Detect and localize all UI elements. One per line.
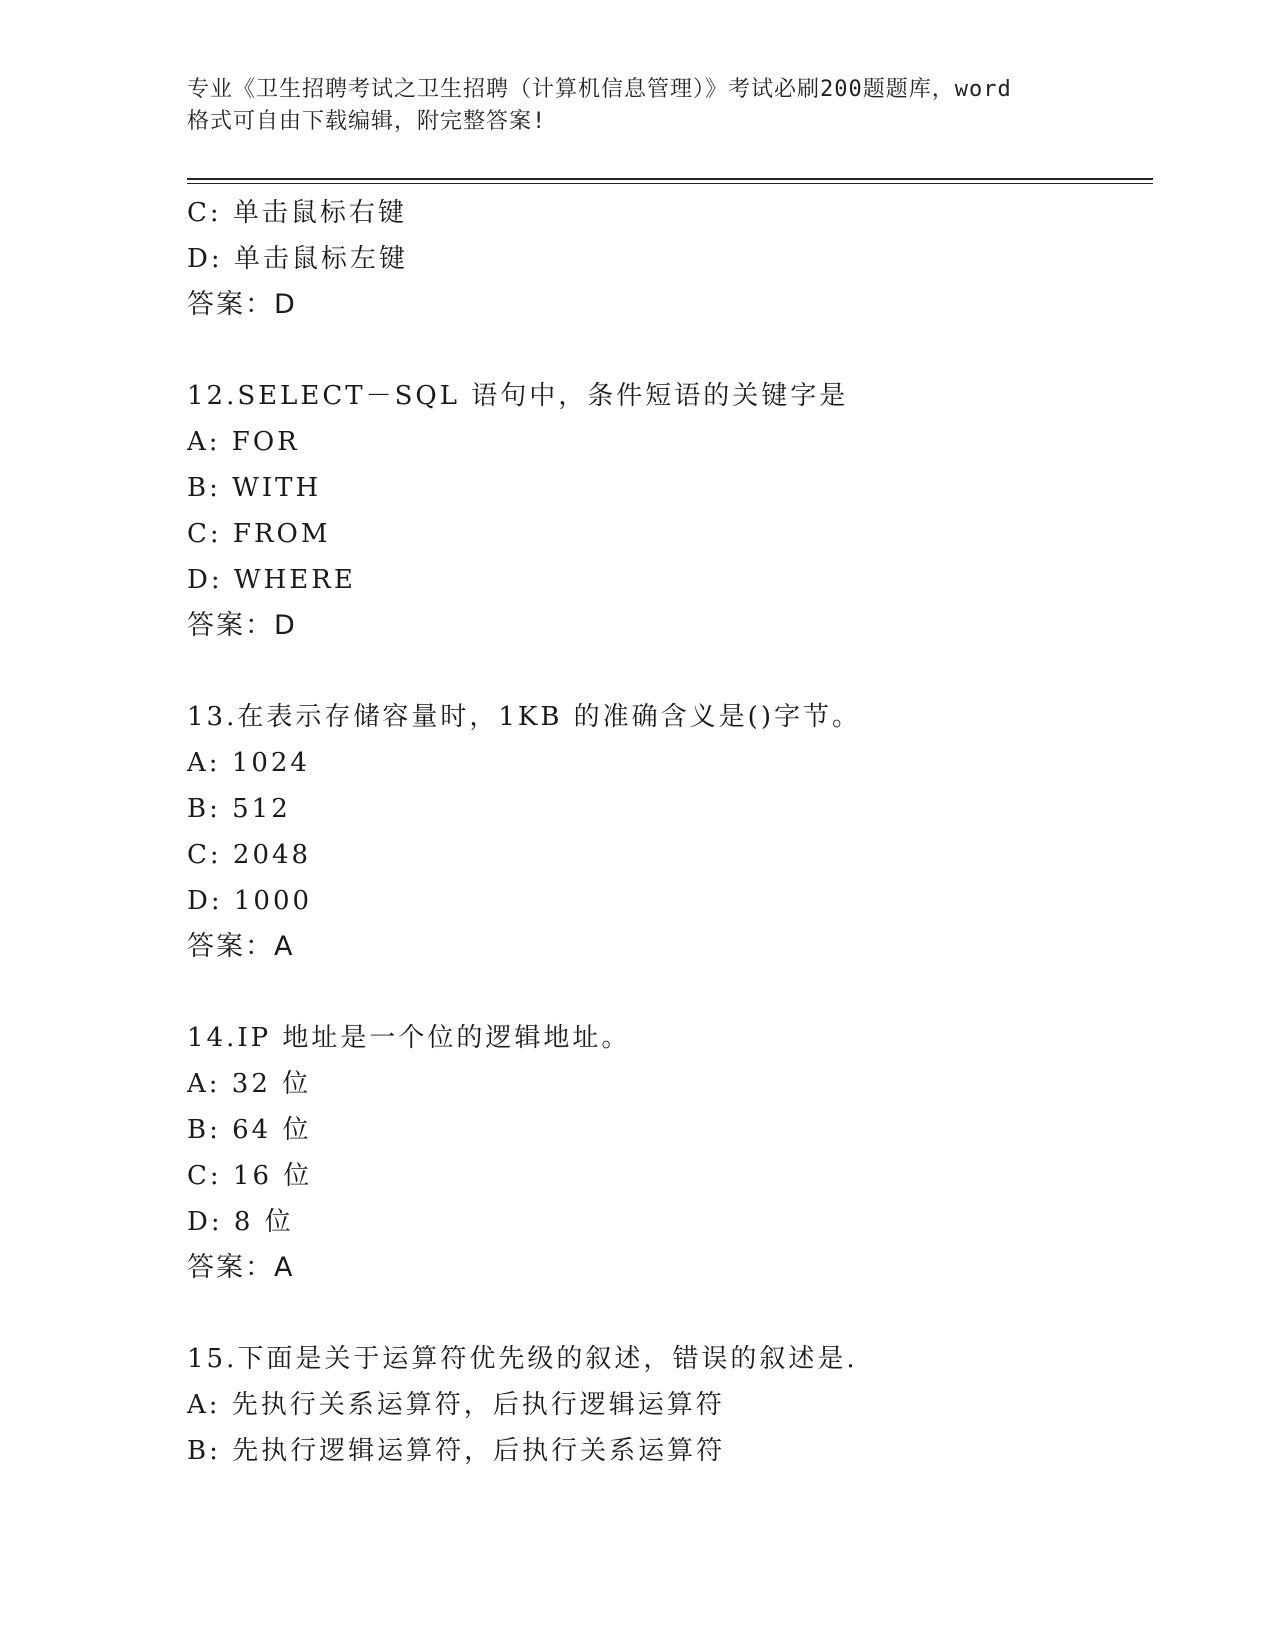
answer-line: 答案：A — [187, 931, 295, 962]
option-a: A: 1024 — [187, 748, 310, 778]
spacer — [187, 970, 1147, 1015]
question-block-11 — [187, 190, 1147, 328]
header-divider-thin — [187, 183, 1153, 184]
spacer — [187, 649, 1147, 694]
answer-line: 答案：A — [187, 1252, 295, 1283]
option-a: A: FOR — [187, 427, 300, 457]
option-c: C: 单击鼠标右键 — [187, 198, 407, 228]
option-d: D: 1000 — [187, 886, 313, 916]
option-d: D: 单击鼠标左键 — [187, 244, 408, 274]
question-list — [187, 190, 1147, 1474]
question-text: 15.下面是关于运算符优先级的叙述，错误的叙述是. — [187, 1344, 858, 1374]
option-b: B: 512 — [187, 794, 291, 824]
option-a: A: 先执行关系运算符，后执行逻辑运算符 — [187, 1390, 725, 1420]
option-d: D: WHERE — [187, 565, 356, 595]
option-d: D: 8 位 — [187, 1207, 294, 1237]
question-block-15 — [187, 1336, 1147, 1474]
answer-line: 答案：D — [187, 289, 297, 320]
spacer — [187, 328, 1147, 373]
option-c: C: FROM — [187, 519, 331, 549]
option-b: B: 64 位 — [187, 1115, 312, 1145]
document-header — [187, 74, 1087, 138]
header-divider-thick — [187, 178, 1153, 180]
question-block-12 — [187, 373, 1147, 649]
spacer — [187, 1291, 1147, 1336]
option-a: A: 32 位 — [187, 1069, 312, 1099]
option-b: B: 先执行逻辑运算符，后执行关系运算符 — [187, 1436, 726, 1466]
question-text: 13.在表示存储容量时，1KB 的准确含义是()字节。 — [187, 702, 861, 732]
option-c: C: 16 位 — [187, 1161, 313, 1191]
question-text: 12.SELECT－SQL 语句中，条件短语的关键字是 — [187, 381, 849, 411]
question-block-13 — [187, 694, 1147, 970]
answer-line: 答案：D — [187, 610, 297, 641]
header-line-1: 专业《卫生招聘考试之卫生招聘（计算机信息管理）》考试必刷200题题库，word — [187, 77, 1012, 102]
question-block-14 — [187, 1015, 1147, 1291]
option-c: C: 2048 — [187, 840, 312, 870]
header-line-2: 格式可自由下载编辑，附完整答案! — [187, 109, 547, 134]
question-text: 14.IP 地址是一个位的逻辑地址。 — [187, 1023, 631, 1053]
option-b: B: WITH — [187, 473, 322, 503]
